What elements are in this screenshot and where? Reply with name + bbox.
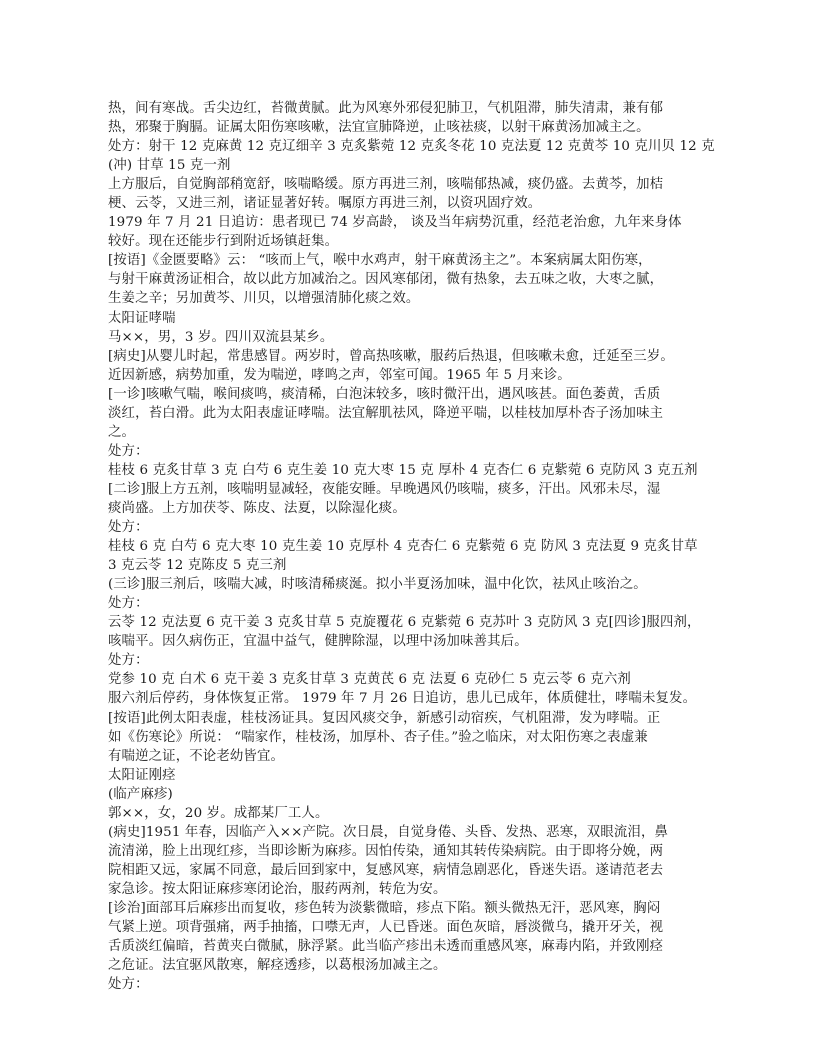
text-line: 之危证。法宜驱风散寒，解痉透疹，以葛根汤加减主之。 bbox=[108, 958, 447, 974]
text-line: 如《伤寒论》所说： “喘家作，桂枝汤，加厚朴、杏子佳。”验之临床，对太阳伤寒之表虚兼 bbox=[108, 729, 648, 745]
text-line: 郭××，女，20 岁。成都某厂工人。 bbox=[108, 805, 329, 821]
text-line: 桂枝 6 克炙甘草 3 克 白芍 6 克生姜 10 克大枣 15 克 厚朴 4 克杏仁 6 克紫菀 6 克防风 3 克五剂 bbox=[108, 462, 698, 478]
text-line: 处方： bbox=[108, 520, 149, 536]
text-line: [诊治]面部耳后麻疹出而复收，疹色转为淡紫微暗，疹点下陷。额头微热无汗，恶风寒，胸闷 bbox=[108, 900, 661, 916]
text-line: (冲) 甘草 15 克一剂 bbox=[108, 158, 231, 174]
text-line: 处方： bbox=[108, 443, 149, 459]
text-line: 处方： bbox=[108, 596, 149, 612]
text-line: 热，间有寒战。舌尖边红，苔微黄腻。此为风寒外邪侵犯肺卫，气机阻滞，肺失清肃，兼有郁 bbox=[108, 101, 664, 116]
text-line: 太阳证刚痉 bbox=[108, 767, 176, 783]
text-line: 舌质淡红偏暗，苔黄夹白微腻，脉浮紧。此当临产疹出未透而重感风寒，麻毒内陷，并致刚痉 bbox=[108, 939, 664, 955]
text-line: 处方：射干 12 克麻黄 12 克辽细辛 3 克炙紫菀 12 克炙冬花 10 克法夏 12 克黄芩 10 克川贝 12 克 bbox=[108, 139, 715, 155]
text-line: 3 克云苓 12 克陈皮 5 克三剂 bbox=[108, 558, 287, 574]
text-line: 有喘逆之证，不论老幼皆宜。 bbox=[108, 748, 285, 764]
text-line: 痰尚盛。上方加茯苓、陈皮、法夏，以除湿化痰。 bbox=[108, 500, 406, 516]
text-line: 之。 bbox=[108, 424, 136, 440]
text-line: 热，邪聚于胸膈。证属太阳伤寒咳嗽，法宜宣肺降逆，止咳祛痰，以射干麻黄汤加减主之。 bbox=[108, 120, 650, 136]
text-line: 生姜之辛；另加黄芩、川贝，以增强清肺化痰之效。 bbox=[108, 291, 420, 307]
text-line: 淡红，苔白滑。此为太阳表虚证哮喘。法宜解肌祛风，降逆平喘，以桂枝加厚朴杏子汤加味主 bbox=[108, 405, 664, 421]
text-line: 马××，男，3 岁。四川双流县某乡。 bbox=[108, 329, 334, 345]
text-line: 近因新感，病势加重，发为喘逆，哮鸣之声，邻室可闻。1965 年 5 月来诊。 bbox=[108, 367, 571, 383]
text-line: 服六剂后停药，身体恢复正常。 1979 年 7 月 26 日追访，患儿已成年，体质健壮，哮喘未复发。 bbox=[108, 691, 697, 707]
text-line: 与射干麻黄汤证相合，故以此方加减治之。因风寒郁闭，微有热象，去五味之收，大枣之腻， bbox=[108, 272, 664, 288]
text-line: 院相距又远，家属不同意，最后回到家中，复感风寒，病情急剧恶化，昏迷失语。遂请范老去 bbox=[108, 862, 664, 878]
text-line: [一诊]咳嗽气喘，喉间痰鸣，痰清稀，白泡沫较多，咳时微汗出，遇风咳甚。面色萎黄，舌质 bbox=[108, 386, 661, 402]
text-line: 1979 年 7 月 21 日追访：患者现已 74 岁高龄， 谈及当年病势沉重，经范老治愈，九年来身体 bbox=[108, 215, 682, 231]
text-line: 流清涕，脸上出现红疹，当即诊断为麻疹。因怕传染，通知其转传染病院。由于即将分娩，两 bbox=[108, 843, 664, 859]
text-line: 气紧上逆。项背强痛，两手抽搐，口噤无声，人已昏迷。面色灰暗，唇淡微乌，撬开牙关，视 bbox=[108, 920, 664, 936]
text-line: 党参 10 克 白术 6 克干姜 3 克炙甘草 3 克黄芪 6 克 法夏 6 克砂仁 5 克云苓 6 克六剂 bbox=[108, 672, 631, 688]
text-line: [二诊]服上方五剂，咳喘明显减轻，夜能安睡。早晚遇风仍咳喘，痰多，汗出。风邪未尽，湿 bbox=[108, 481, 661, 497]
text-line: [病史]从婴儿时起，常患感冒。两岁时，曾高热咳嗽，服药后热退，但咳嗽未愈，迁延至三岁。 bbox=[108, 348, 674, 364]
text-line: 云苓 12 克法夏 6 克干姜 3 克炙甘草 5 克旋覆花 6 克紫菀 6 克苏叶 3 克防风 3 克[四诊]服四剂， bbox=[108, 615, 701, 631]
text-line: 太阳证哮喘 bbox=[108, 310, 176, 326]
text-line: (三诊]服三剂后，咳喘大减，时咳清稀痰涎。拟小半夏汤加味，温中化饮，祛风止咳治之。 bbox=[108, 577, 647, 593]
text-line: [按语]《金匮要略》云： “咳而上气，喉中水鸡声，射干麻黄汤主之”。本案病属太阳伤寒， bbox=[108, 253, 652, 269]
text-line: 家急诊。按太阳证麻疹寒闭论治，服药两剂，转危为安。 bbox=[108, 881, 447, 897]
text-line: 较好。现在还能步行到附近场镇赶集。 bbox=[108, 234, 339, 250]
text-line: (病史]1951 年春，因临产入××产院。次日晨，自觉身倦、头昏、发热、恶寒，双眼流泪，鼻 bbox=[108, 824, 669, 840]
text-line: (临产麻疹) bbox=[108, 786, 173, 802]
text-line: 上方服后，自觉胸部稍宽舒，咳喘略缓。原方再进三剂，咳喘郁热减，痰仍盛。去黄芩，加桔 bbox=[108, 177, 664, 193]
text-line: 处方： bbox=[108, 653, 149, 669]
text-line: 桂枝 6 克 白芍 6 克大枣 10 克生姜 10 克厚朴 4 克杏仁 6 克紫菀 6 克 防风 3 克法夏 9 克炙甘草 bbox=[108, 539, 698, 555]
text-line: 处方： bbox=[108, 977, 149, 993]
text-line: 梗、云苓，又进三剂，诸证显著好转。嘱原方再进三剂，以资巩固疗效。 bbox=[108, 196, 542, 212]
document-page bbox=[108, 99, 715, 994]
text-line: 咳喘平。因久病伤正，宜温中益气，健脾除湿，以理中汤加味善其后。 bbox=[108, 634, 528, 650]
text-line: [按语]此例太阳表虚，桂枝汤证具。复因风痰交争，新感引动宿疾，气机阻滞，发为哮喘。正 bbox=[108, 710, 661, 726]
